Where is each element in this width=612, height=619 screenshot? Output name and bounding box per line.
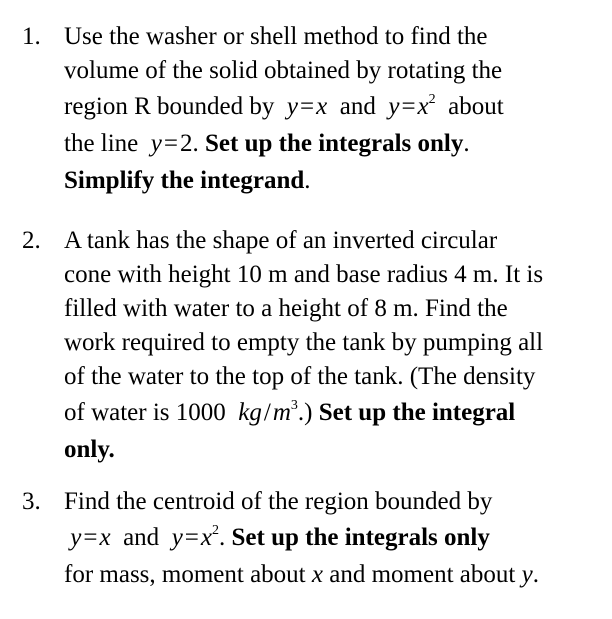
math-unit-m: m [272,399,291,426]
instruction-bold: Set up the integral [318,399,516,426]
instruction-bold: Set up the integrals only [231,524,490,551]
math-x: x [316,93,328,120]
exponent: 3 [290,398,298,413]
problem-text [64,224,604,468]
exponent: 2 [212,523,220,538]
text-line: region R bounded by y=x and $y=x^2$ about [64,92,504,120]
math-unit-kg: kg [238,399,262,426]
problem-number: 1. [22,23,41,50]
problem-number: 3. [22,488,41,515]
text-line: of water is 1000 $kg/m^3$.) Set up the integral [64,398,516,426]
text-line: for mass, moment about x and moment about y. [64,561,539,588]
problem-text [64,20,604,199]
text-line: y=x and $y=x^2$. Set up the integrals only [70,523,490,551]
math-y: y [286,93,298,120]
problem-text [64,485,604,593]
math-line-value: 2 [180,130,193,157]
text-line: cone with height 10 m and base radius 4 m. It is [64,261,544,288]
exponent: 2 [428,92,436,107]
text-line: work required to empty the tank by pumping all [64,329,544,356]
text-line: volume of the solid obtained by rotating the [64,57,503,84]
text-line: Simplify the integrand. [64,167,311,194]
text-line: the line y=2. Set up the integrals only. [64,130,470,157]
text-line: Use the washer or shell method to find the [64,23,488,50]
text-line [64,431,604,468]
instruction-bold: Set up the integrals only [205,130,464,157]
instruction-bold: only. [64,436,115,463]
problem-number: 2. [22,227,41,254]
instruction-bold: Simplify the integrand [64,167,305,194]
text-line: A tank has the shape of an inverted circular [64,227,498,254]
text-line: filled with water to a height of 8 m. Find the [64,295,508,322]
text-line: Find the centroid of the region bounded by [64,488,493,515]
text-line: of the water to the top of the tank. (The density [64,363,536,390]
